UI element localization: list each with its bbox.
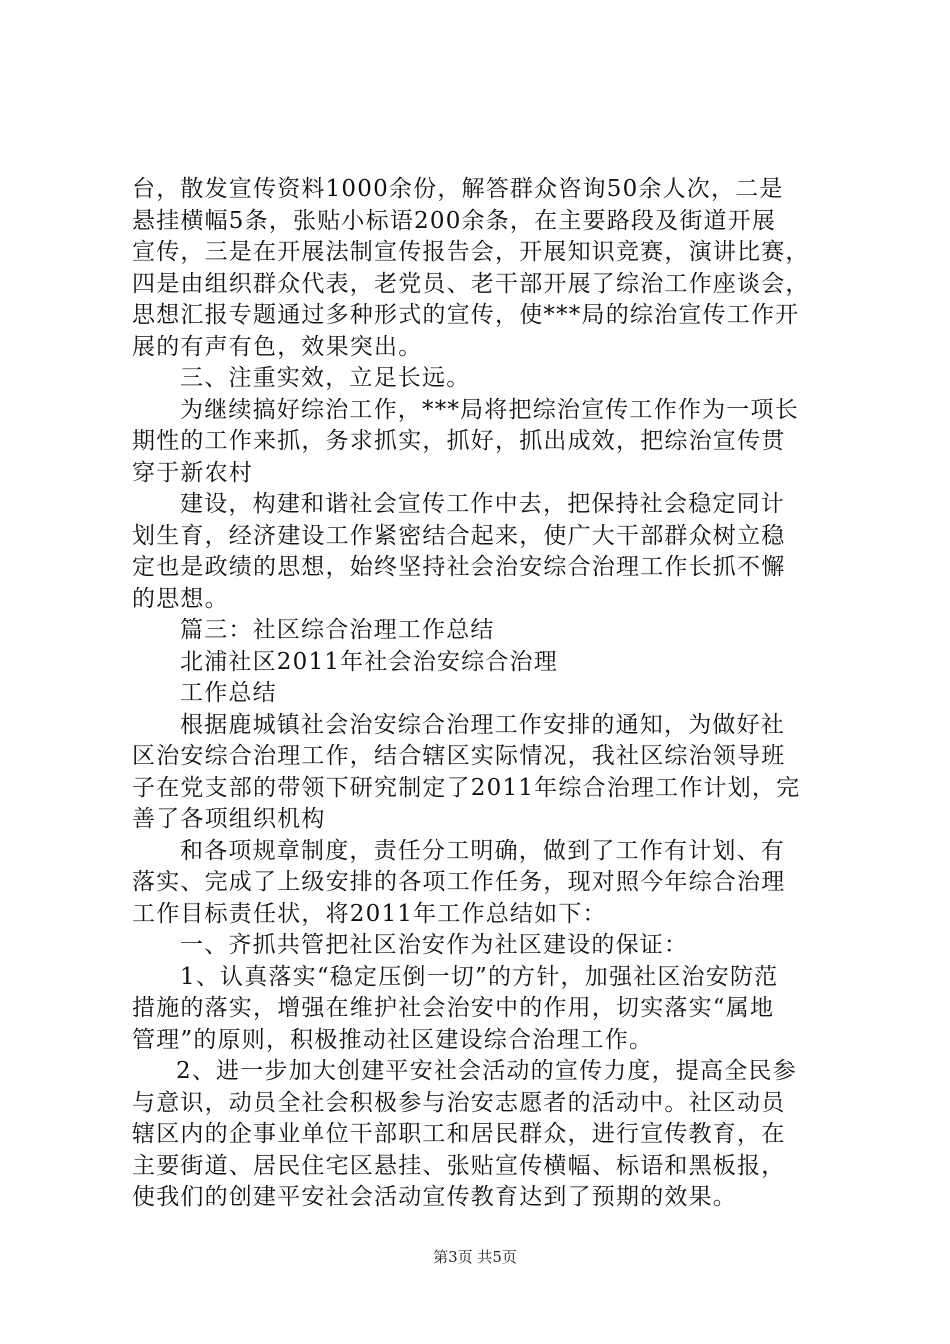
page-footer: 第3页 共5页	[433, 1248, 517, 1266]
text-line: 和各项规章制度，责任分工明确，做到了工作有计划、有	[180, 837, 785, 864]
text-line: 建设，构建和谐社会宣传工作中去，把保持社会稳定同计	[180, 491, 785, 517]
text-line: 根据鹿城镇社会治安综合治理工作安排的通知，为做好社	[180, 711, 785, 738]
document-body	[132, 174, 832, 1214]
text-line: 划生育，经济建设工作紧密结合起来，使广大干部群众树立稳	[132, 522, 786, 549]
text-line: 工作总结	[180, 680, 277, 706]
text-line: 穿于新农村	[132, 459, 253, 486]
text-line: 主要街道、居民住宅区悬挂、张贴宣传横幅、标语和黑板报，	[132, 1152, 786, 1179]
text-line: 区治安综合治理工作，结合辖区实际情况，我社区综治领导班	[132, 743, 786, 769]
text-line: 为继续搞好综治工作，***局将把综治宣传工作作为一项长	[180, 396, 799, 423]
text-line: 四是由组织群众代表，老党员、老干部开展了综治工作座谈会，	[132, 270, 810, 297]
text-line: 定也是政绩的思想，始终坚持社会治安综合治理工作长抓不懈	[132, 554, 786, 580]
text-line: 管理”的原则，积极推动社区建设综合治理工作。	[132, 1026, 654, 1053]
text-line: 使我们的创建平安社会活动宣传教育达到了预期的效果。	[132, 1184, 737, 1210]
text-line: 一、齐抓共管把社区治安作为社区建设的保证：	[180, 932, 689, 958]
text-line: 悬挂横幅5条，张贴小标语200余条，在主要路段及街道开展	[132, 207, 777, 234]
text-line: 与意识，动员全社会积极参与治安志愿者的活动中。社区动员	[132, 1089, 786, 1116]
text-line: 善了各项组织机构	[132, 806, 326, 832]
text-line: 1、认真落实“稳定压倒一切”的方针，加强社区治安防范	[180, 963, 779, 990]
text-line: 子在党支部的带领下研究制定了2011年综合治理工作计划，完	[132, 774, 801, 801]
text-line: 北浦社区2011年社会治安综合治理	[180, 648, 558, 675]
text-line: 三、注重实效，立足长远。	[180, 365, 471, 391]
text-line: 2、进一步加大创建平安社会活动的宣传力度，提高全民参	[176, 1058, 797, 1084]
text-line: 篇三：社区综合治理工作总结	[180, 617, 495, 643]
text-line: 落实、完成了上级安排的各项工作任务，现对照今年综合治理	[132, 869, 786, 895]
text-line: 措施的落实，增强在维护社会治安中的作用，切实落实“属地	[132, 995, 775, 1021]
text-line: 展的有声有色，效果突出。	[132, 333, 423, 360]
text-line: 期性的工作来抓，务求抓实，抓好，抓出成效，把综治宣传贯	[132, 428, 786, 454]
text-line: 工作目标责任状，将2011年工作总结如下：	[132, 900, 607, 927]
text-line: 思想汇报专题通过多种形式的宣传，使***局的综治宣传工作开	[132, 302, 800, 328]
text-line: 辖区内的企事业单位干部职工和居民群众，进行宣传教育，在	[132, 1121, 786, 1147]
text-line: 的思想。	[132, 585, 229, 612]
text-line: 台，散发宣传资料1000余份，解答群众咨询50余人次，二是	[132, 176, 784, 202]
text-line: 宣传，三是在开展法制宣传报告会，开展知识竞赛，演讲比赛，	[132, 239, 810, 265]
